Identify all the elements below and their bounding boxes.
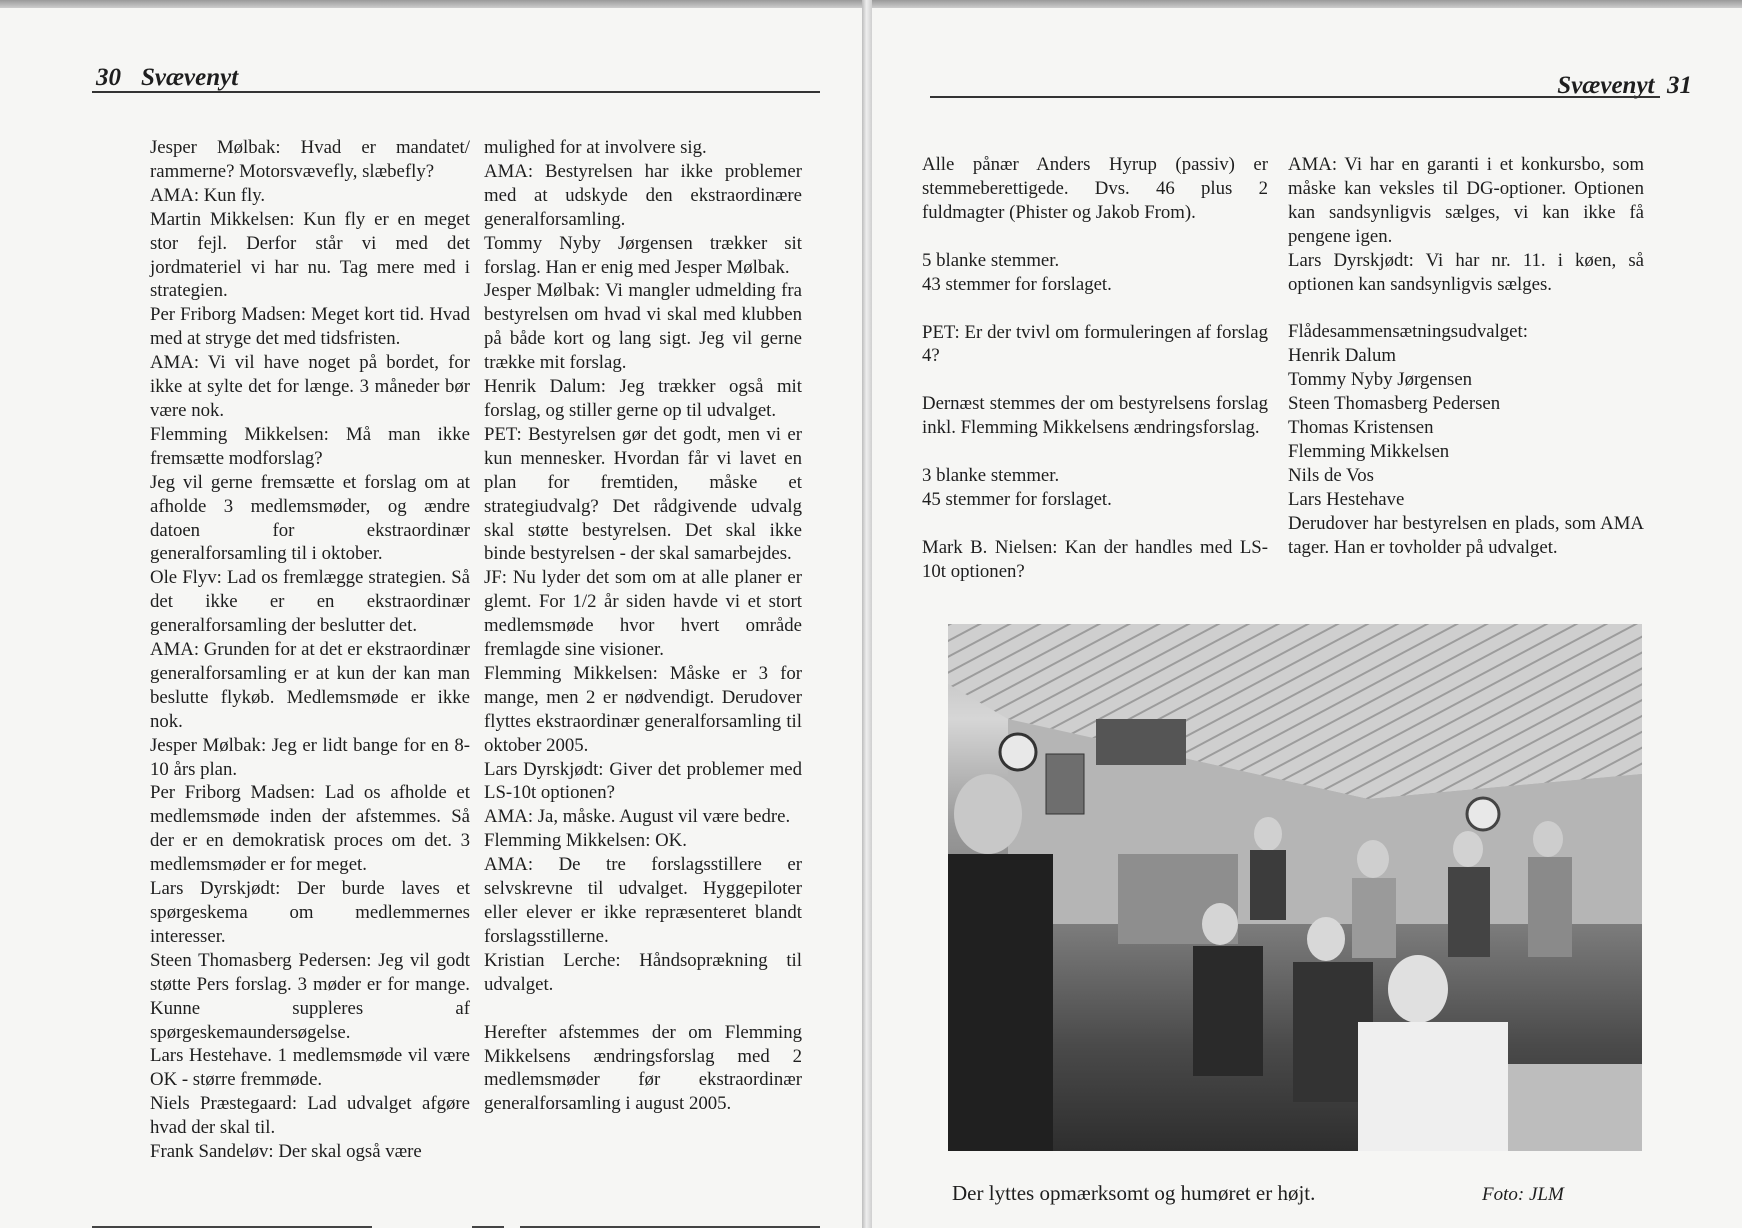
paragraph: Jesper Mølbak: Hvad er mandatet/ rammerne? Motorsvævefly, slæbefly?	[150, 137, 470, 182]
person-head	[1453, 831, 1483, 867]
left-page-number: 30	[96, 64, 121, 91]
book-spine	[862, 0, 872, 1228]
spacer	[922, 297, 1268, 321]
paragraph: PET: Bestyrelsen gør det godt, men vi er kun mennesker. Hvordan får vi lavet en plan for fremtiden, måske et strategiudvalg? Det rådgivende udvalg skal støtte bestyrelsen. Det skal ikke binde bestyrelsen - der skal samarbejdes.	[484, 423, 802, 565]
paragraph: Flemming Mikkelsen: Måske er 3 for mange, men 2 er nødvendigt. Derudover flyttes ekstraordinær generalforsamling til oktober 2005.	[484, 662, 802, 756]
left-column-2	[484, 136, 802, 1116]
paragraph: mulighed for at involvere sig.	[484, 137, 707, 158]
paragraph: Kristian Lerche: Håndsoprækning til udvalget.	[484, 949, 802, 995]
wall-clock	[1000, 734, 1036, 770]
paragraph: Alle pånær Anders Hyrup (passiv) er stemmeberettigede. Dvs. 46 plus 2 fuldmagter (Phister og Jakob From).	[922, 154, 1268, 223]
paragraph: Niels Præstegaard: Lad udvalget afgøre hvad der skal til.	[150, 1093, 470, 1139]
paragraph: Derudover har bestyrelsen en plads, som AMA tager. Han er tovholder på udvalget.	[1288, 512, 1644, 558]
committee-member: Thomas Kristensen	[1288, 417, 1434, 439]
person-body	[1250, 850, 1286, 920]
committee-member: Lars Hestehave	[1288, 488, 1405, 510]
paragraph: Flemming Mikkelsen: Må man ikke fremsætte modforslag?	[150, 423, 470, 469]
committee-heading: Flådesammensætningsudvalget:	[1288, 321, 1528, 343]
table	[1508, 1064, 1642, 1151]
spacer	[922, 368, 1268, 392]
paragraph: Lars Dyrskjødt: Vi har nr. 11. i køen, så optionen kan sandsynligvis sælges.	[1288, 249, 1644, 295]
person-body	[1448, 867, 1490, 957]
paragraph: PET: Er der tvivl om formuleringen af forslag 4?	[922, 321, 1268, 367]
left-page-header	[96, 64, 238, 92]
spacer	[1288, 296, 1644, 320]
paragraph: Lars Hestehave. 1 medlemsmøde vil være OK - større fremmøde.	[150, 1045, 470, 1091]
paragraph: Flemming Mikkelsen: OK.	[484, 830, 687, 852]
wall-clock-2	[1467, 798, 1499, 830]
wall-picture	[1046, 754, 1084, 814]
paragraph: Henrik Dalum: Jeg trækker også mit forslag, og stiller gerne op til udvalget.	[484, 376, 802, 421]
paragraph: Jesper Mølbak: Vi mangler udmelding fra bestyrelsen om hvad vi skal med klubben på både kort og lang sigt. Jeg vil gerne trække mit forslag.	[484, 280, 802, 374]
person-head	[1357, 840, 1389, 878]
person-body	[1352, 878, 1396, 958]
paragraph: Per Friborg Madsen: Lad os afholde et medlemsmøde inden der afstemmes. Så der er en demokratisk proces om det. 3 medlemsmøder er for meget.	[150, 782, 470, 876]
person-body	[1193, 946, 1263, 1076]
paragraph: Jeg vil gerne fremsætte et forslag om at afholde 3 medlemsmøder, og ændre datoen for ekstraordinær generalforsamling til i oktober.	[150, 471, 470, 565]
paragraph: AMA: Ja, måske. August vil være bedre.	[484, 806, 791, 828]
paragraph: Dernæst stemmes der om bestyrelsens forslag inkl. Flemming Mikkelsens ændringsforslag.	[922, 393, 1268, 439]
paragraph: AMA: Vi har en garanti i et konkursbo, som måske kan veksles til DG-optioner. Optionen kan sandsynligvis sælges, vi kan ikke få pengene igen.	[1288, 154, 1644, 247]
meeting-photo	[948, 624, 1642, 1151]
person-head	[1307, 917, 1345, 961]
photo-credit: Foto: JLM	[1482, 1184, 1564, 1205]
right-page-number: 31	[1667, 72, 1692, 99]
person-body	[1358, 1022, 1508, 1151]
paragraph: Steen Thomasberg Pedersen: Jeg vil godt støtte Pers forslag. 3 møder er for mange. Kunne suppleres af spørgeskemaundersøgelse.	[150, 949, 470, 1043]
photo-caption: Der lyttes opmærksomt og humøret er højt.	[952, 1181, 1316, 1205]
left-column-1	[150, 136, 470, 1164]
paragraph: Mark B. Nielsen: Kan der handles med LS-10t optionen?	[922, 536, 1268, 582]
right-column-2	[1288, 153, 1644, 560]
paragraph: 43 stemmer for forslaget.	[922, 273, 1112, 295]
paragraph: Tommy Nyby Jørgensen trækker sit forslag. Han er enig med Jesper Mølbak.	[484, 232, 802, 278]
left-page	[0, 8, 862, 1228]
paragraph: Lars Dyrskjødt: Der burde laves et spørgeskema om medlemmernes interesser.	[150, 878, 470, 947]
spacer	[922, 225, 1268, 249]
right-magazine-title: Svævenyt	[1557, 72, 1655, 99]
paragraph: Per Friborg Madsen: Meget kort tid. Hvad med at stryge det med tidsfristen.	[150, 304, 470, 350]
paragraph: AMA: Grunden for at det er ekstraordinær generalforsamling er at kun der kan man beslutte flykøb. Medlemsmøde er ikke nok.	[150, 639, 470, 732]
paragraph: Ole Flyv: Lad os fremlægge strategien. Så det ikke er en ekstraordinær generalforsamling der beslutter det.	[150, 567, 470, 637]
paragraph: AMA: De tre forslagsstillere er selvskrevne til udvalget. Hyggepiloter eller elever er ikke repræsenteret blandt forslagsstillerne.	[484, 854, 802, 947]
person-head	[1533, 821, 1563, 857]
paragraph: Martin Mikkelsen: Kun fly er en meget stor fejl. Derfor står vi med det jordmateriel vi har nu. Tag mere med i strategien.	[150, 208, 470, 302]
paragraph: 5 blanke stemmer.	[922, 249, 1060, 271]
left-header-rule	[92, 91, 820, 93]
right-column-1	[922, 153, 1268, 584]
paragraph: Herefter afstemmes der om Flemming Mikkelsens ændringsforslag med 2 medlemsmøder før ekstraordinær generalforsamling i august 2005.	[484, 1021, 802, 1115]
paragraph: Jesper Mølbak: Jeg er lidt bange for en 8-10 års plan.	[150, 734, 470, 780]
left-magazine-title: Svævenyt	[141, 64, 239, 91]
air-conditioner	[1096, 719, 1186, 765]
paragraph: Frank Sandeløv: Der skal også være	[150, 1141, 422, 1163]
person-head-foreground	[954, 774, 1022, 854]
committee-member: Henrik Dalum	[1288, 345, 1396, 367]
committee-member: Steen Thomasberg Pedersen	[1288, 393, 1501, 415]
spacer	[922, 440, 1268, 464]
person-head	[1254, 817, 1282, 851]
paragraph: Lars Dyrskjødt: Giver det problemer med LS-10t optionen?	[484, 758, 802, 804]
committee-member: Tommy Nyby Jørgensen	[1288, 369, 1473, 391]
paragraph: 3 blanke stemmer.	[922, 465, 1060, 487]
spacer	[484, 997, 802, 1021]
paragraph: AMA: Kun fly.	[150, 184, 266, 206]
paragraph: JF: Nu lyder det som om at alle planer er glemt. For 1/2 år siden havde vi et stort medlemsmøde hvor hvert område fremlagde sine visioner.	[484, 567, 802, 661]
person-head	[1202, 903, 1238, 945]
right-header-rule	[930, 96, 1660, 98]
paragraph: 45 stemmer for forslaget.	[922, 489, 1112, 511]
person-body	[1528, 857, 1572, 957]
paragraph: AMA: Vi vil have noget på bordet, for ikke at sylte det for længe. 3 måneder bør være nok.	[150, 352, 470, 421]
spacer	[922, 512, 1268, 536]
committee-member: Flemming Mikkelsen	[1288, 440, 1450, 462]
meeting-photo-illustration	[948, 624, 1642, 1151]
person-body-foreground	[948, 854, 1053, 1151]
paragraph: AMA: Bestyrelsen har ikke problemer med at udskyde den ekstraordinære generalforsamling.	[484, 160, 802, 230]
committee-member: Nils de Vos	[1288, 464, 1374, 486]
person-head	[1388, 955, 1448, 1023]
